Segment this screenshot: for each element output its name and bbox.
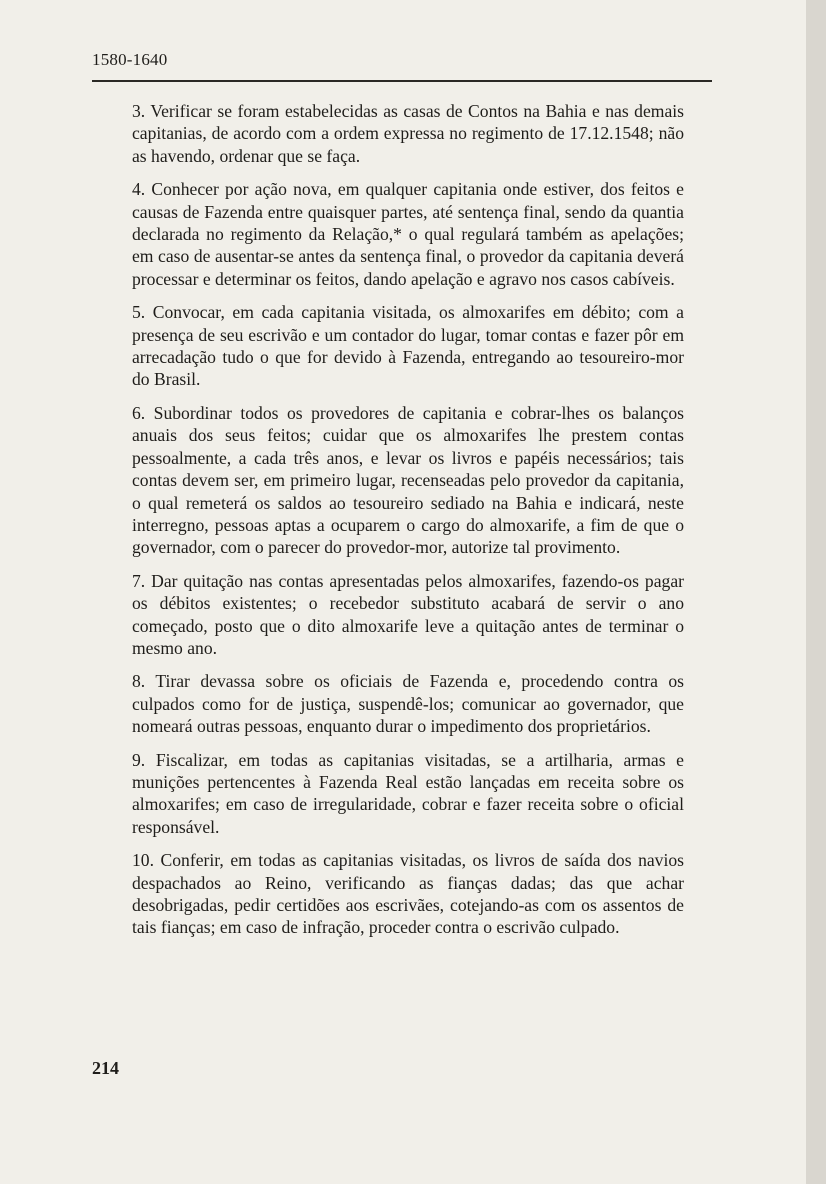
header-rule (92, 80, 712, 82)
item-8: 8. Tirar devassa sobre os oficiais de Fazenda e, procedendo contra os culpados como for de justiça, suspendê-los; comunicar ao governador, que nomeará outras pessoas, enquanto durar o impedimento dos proprietários. (132, 671, 684, 737)
body-text (132, 100, 684, 950)
item-4: 4. Conhecer por ação nova, em qualquer capitania onde estiver, dos feitos e causas de Fazenda entre quaisquer partes, até sentença final, sendo da quantia declarada no regimento da Relação,* o qual regulará também as apelações; em caso de ausentar-se antes da sentença final, o provedor da capitania deverá processar e determinar os feitos, dando apelação e agravo nos casos cabíveis. (132, 179, 684, 289)
item-3: 3. Verificar se foram estabelecidas as casas de Contos na Bahia e nas demais capitanias, de acordo com a ordem expressa no regimento de 17.12.1548; não as havendo, ordenar que se faça. (132, 101, 684, 166)
item-9: 9. Fiscalizar, em todas as capitanias visitadas, se a artilharia, armas e munições pertencentes à Fazenda Real estão lançadas em receita sobre os almoxarifes; em caso de irregularidade, cobrar e fazer receita sobre o oficial responsável. (132, 749, 684, 837)
item-5: 5. Convocar, em cada capitania visitada, os almoxarifes em débito; com a presença de seu escrivão e um contador do lugar, tomar contas e fazer pôr em arrecadação tudo o que for devido à Fazenda, entregando ao tesoureiro-mor do Brasil. (132, 302, 684, 390)
running-head: 1580-1640 (92, 50, 168, 69)
item-7: 7. Dar quitação nas contas apresentadas pelos almoxarifes, fazendo-os pagar os débitos existentes; o recebedor substituto acabará de servir o ano começado, posto que o dito almoxarife leve a quitação antes de terminar o mesmo ano. (132, 570, 684, 658)
item-6: 6. Subordinar todos os provedores de capitania e cobrar-lhes os balanços anuais dos seus feitos; cuidar que os almoxarifes lhe prestem contas pessoalmente, a cada três anos, e levar os livros e papéis necessários; tais contas devem ser, em primeiro lugar, recenseadas pelo provedor da capitania, o qual remeterá os saldos ao tesoureiro sediado na Bahia e indicará, neste interregno, pessoas aptas a ocuparem o cargo do almoxarife, a fim de que o governador, com o parecer do provedor-mor, autorize tal provimento. (132, 402, 684, 558)
item-10: 10. Conferir, em todas as capitanias visitadas, os livros de saída dos navios despachados ao Reino, verificando as fianças dadas; das que achar desobrigadas, pedir certidões aos escrivães, cotejando-as com os assentos de tais fianças; em caso de infração, proceder contra o escrivão culpado. (132, 850, 684, 938)
page-number: 214 (92, 1058, 119, 1078)
page-edge (806, 0, 826, 1184)
